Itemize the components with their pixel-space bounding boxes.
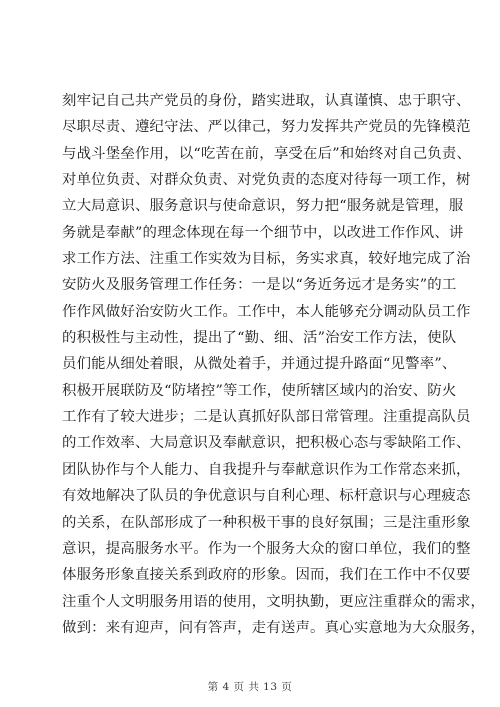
page-number-footer: 第 4 页 共 13 页	[207, 681, 293, 693]
text-line: 安防火及服务管理工作任务：一是以“务近务远才是务实”的工	[62, 277, 457, 294]
text-line: 工作有了较大进步；二是认真抓好队部日常管理。注重提高队员	[62, 409, 471, 426]
body-text	[62, 88, 486, 641]
text-line: 的积极性与主动性，提出了“勤、细、活”治安工作方法，使队	[62, 330, 457, 347]
text-line: 刻牢记自己共产党员的身份，踏实进取，认真谨慎、忠于职守、	[62, 93, 471, 109]
text-line: 积极开展联防及“防堵控”等工作，使所辖区域内的治安、防火	[62, 382, 457, 399]
text-line: 体服务形象直接关系到政府的形象。因而，我们在工作中不仅要	[62, 567, 471, 584]
text-line: 注重个人文明服务用语的使用，文明执勤，更应注重群众的需求，	[62, 593, 486, 610]
text-line: 的工作效率、大局意识及奉献意识，把积极心态与零缺陷工作、	[62, 435, 471, 452]
text-line: 尽职尽责、遵纪守法、严以律己，努力发挥共产党员的先锋模范	[62, 119, 471, 136]
text-line: 团队协作与个人能力、自我提升与奉献意识作为工作常态来抓，	[62, 461, 471, 478]
text-line: 作作风做好治安防火工作。工作中，本人能够充分调动队员工作	[62, 303, 471, 320]
text-line: 与战斗堡垒作用，以“吃苦在前，享受在后”和始终对自己负责、	[62, 145, 472, 162]
text-line: 做到：来有迎声，问有答声，走有送声。真心实意地为大众服务，	[62, 619, 486, 636]
text-line: 意识，提高服务水平。作为一个服务大众的窗口单位，我们的整	[62, 540, 471, 557]
text-line: 员们能从细处着眼，从微处着手，并通过提升路面“见警率”、	[62, 356, 457, 373]
text-line: 有效地解决了队员的争优意识与自利心理、标杆意识与心理疲态	[62, 488, 471, 505]
text-line: 对单位负责、对群众负责、对党负责的态度对待每一项工作，树	[62, 172, 471, 189]
text-line: 立大局意识、服务意识与使命意识，努力把“服务就是管理，服	[62, 198, 464, 215]
text-line: 务就是奉献”的理念体现在每一个细节中，以改进工作作风、讲	[62, 224, 464, 241]
text-line: 的关系，在队部形成了一种积极干事的良好氛围；三是注重形象	[62, 514, 471, 531]
text-line: 求工作方法、注重工作实效为目标，务实求真，较好地完成了治	[62, 251, 471, 268]
